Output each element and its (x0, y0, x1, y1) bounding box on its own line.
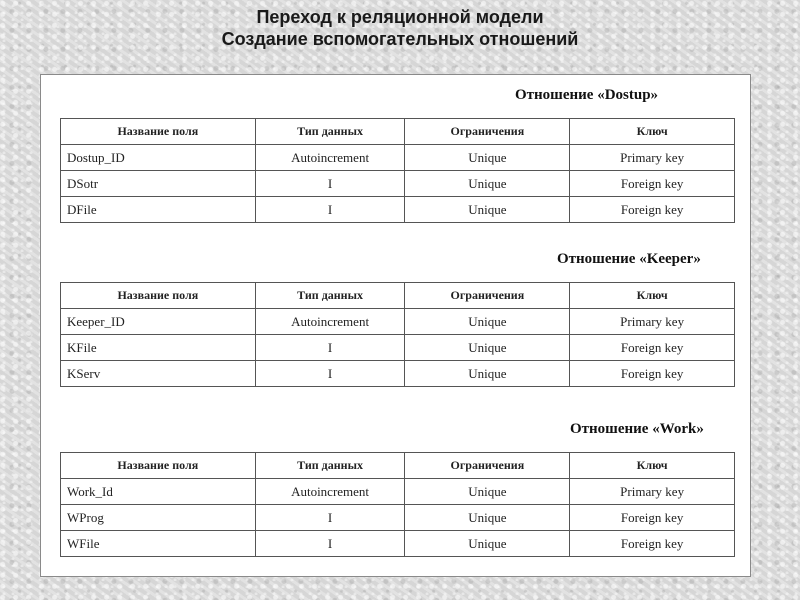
slide-title (0, 6, 800, 50)
constraint-cell: Unique (405, 505, 570, 531)
table-row (61, 197, 735, 223)
data-type-cell: I (255, 171, 405, 197)
table-header-row (61, 283, 735, 309)
table-row (61, 505, 735, 531)
key-cell: Foreign key (570, 531, 735, 557)
column-header: Название поля (61, 283, 256, 309)
table-row (61, 361, 735, 387)
table-row (61, 531, 735, 557)
data-type-cell: I (255, 531, 405, 557)
field-name-cell: Keeper_ID (61, 309, 256, 335)
key-cell: Primary key (570, 479, 735, 505)
column-header: Ограничения (405, 453, 570, 479)
relation-table-work (60, 452, 735, 557)
data-type-cell: Autoincrement (255, 145, 405, 171)
key-cell: Foreign key (570, 171, 735, 197)
field-name-cell: DSotr (61, 171, 256, 197)
field-name-cell: DFile (61, 197, 256, 223)
constraint-cell: Unique (405, 197, 570, 223)
column-header: Ключ (570, 119, 735, 145)
slide-title-line2: Создание вспомогательных отношений (221, 29, 579, 49)
column-header: Тип данных (255, 453, 405, 479)
relation-table-dostup (60, 118, 735, 223)
table-header-row (61, 119, 735, 145)
relation-heading-dostup: Отношение «Dostup» (515, 87, 659, 103)
constraint-cell: Unique (405, 361, 570, 387)
column-header: Ключ (570, 453, 735, 479)
constraint-cell: Unique (405, 531, 570, 557)
content-panel (40, 74, 751, 577)
column-header: Ограничения (405, 283, 570, 309)
column-header: Тип данных (255, 119, 405, 145)
key-cell: Foreign key (570, 335, 735, 361)
data-type-cell: Autoincrement (255, 479, 405, 505)
relation-table-keeper (60, 282, 735, 387)
table-header-row (61, 453, 735, 479)
key-cell: Primary key (570, 145, 735, 171)
field-name-cell: WFile (61, 531, 256, 557)
data-type-cell: Autoincrement (255, 309, 405, 335)
field-name-cell: Work_Id (61, 479, 256, 505)
field-name-cell: KServ (61, 361, 256, 387)
key-cell: Foreign key (570, 197, 735, 223)
key-cell: Primary key (570, 309, 735, 335)
constraint-cell: Unique (405, 145, 570, 171)
data-type-cell: I (255, 505, 405, 531)
table-row (61, 171, 735, 197)
column-header: Название поля (61, 453, 256, 479)
constraint-cell: Unique (405, 171, 570, 197)
data-type-cell: I (255, 335, 405, 361)
field-name-cell: KFile (61, 335, 256, 361)
data-type-cell: I (255, 197, 405, 223)
column-header: Ограничения (405, 119, 570, 145)
table-row (61, 145, 735, 171)
table-row (61, 335, 735, 361)
constraint-cell: Unique (405, 335, 570, 361)
field-name-cell: Dostup_ID (61, 145, 256, 171)
column-header: Тип данных (255, 283, 405, 309)
slide-title-line1: Переход к реляционной модели (256, 7, 544, 27)
constraint-cell: Unique (405, 309, 570, 335)
column-header: Название поля (61, 119, 256, 145)
relation-heading-work: Отношение «Work» (570, 421, 704, 437)
relation-heading-keeper: Отношение «Keeper» (557, 251, 701, 267)
constraint-cell: Unique (405, 479, 570, 505)
key-cell: Foreign key (570, 505, 735, 531)
key-cell: Foreign key (570, 361, 735, 387)
column-header: Ключ (570, 283, 735, 309)
table-row (61, 309, 735, 335)
field-name-cell: WProg (61, 505, 256, 531)
data-type-cell: I (255, 361, 405, 387)
table-row (61, 479, 735, 505)
